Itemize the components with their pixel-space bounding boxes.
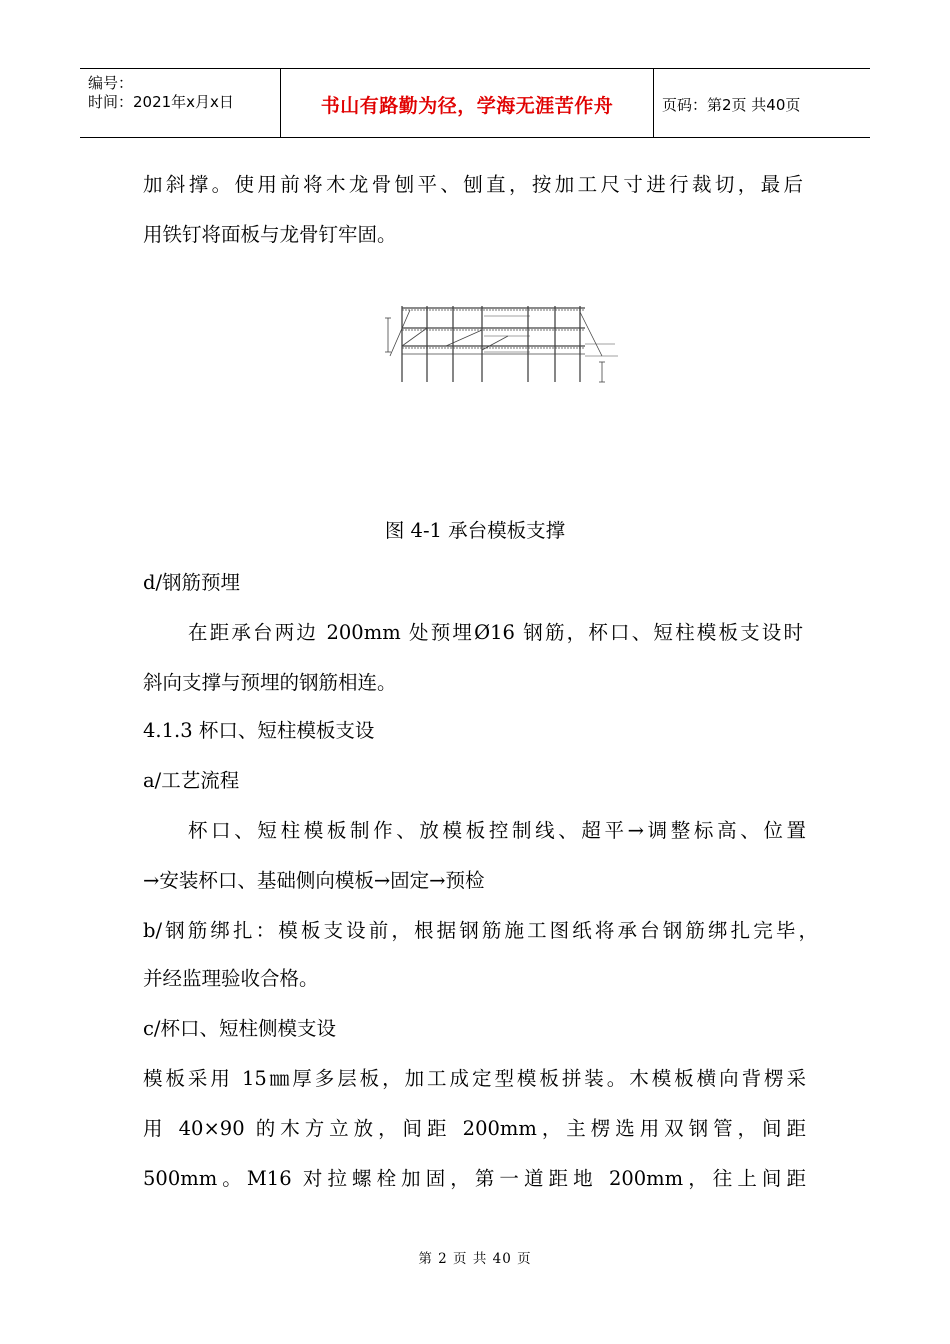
paragraph-line: 斜向支撑与预埋的钢筋相连。 bbox=[143, 671, 397, 694]
doc-number-label: 编号： bbox=[88, 74, 134, 92]
paragraph-line: 并经监理验收合格。 bbox=[143, 967, 319, 990]
paragraph-line: 用铁钉将面板与龙骨钉牢固。 bbox=[143, 223, 397, 246]
doc-time-label: 时间：2021年x月x日 bbox=[88, 93, 234, 111]
header-info-cell bbox=[80, 69, 281, 137]
header-motto-cell bbox=[281, 69, 654, 137]
paragraph-line: 在距承台两边 200mm 处预埋Ø16 钢筋，杯口、短柱模板支设时 bbox=[188, 621, 803, 644]
paragraph-line: 用 40×90 的木方立放，间距 200mm，主楞选用双钢管，间距 bbox=[143, 1117, 806, 1140]
paragraph-line: 杯口、短柱模板制作、放模板控制线、超平→调整标高、位置 bbox=[188, 819, 806, 842]
header-page-label: 页码：第2页 共40页 bbox=[662, 96, 801, 114]
paragraph-line: b/钢筋绑扎：模板支设前，根据钢筋施工图纸将承台钢筋绑扎完毕， bbox=[143, 919, 818, 942]
page-footer: 第 2 页 共 40 页 bbox=[418, 1251, 532, 1267]
paragraph-line: 500mm。M16 对拉螺栓加固，第一道距地 200mm，往上间距 bbox=[143, 1167, 806, 1190]
paragraph-line: 模板采用 15㎜厚多层板，加工成定型模板拼装。木模板横向背楞采 bbox=[143, 1067, 806, 1090]
paragraph-line: →安装杯口、基础侧向模板→固定→预检 bbox=[143, 869, 485, 892]
figure-caption: 图 4-1 承台模板支撑 bbox=[384, 519, 566, 542]
paragraph-line: 加斜撑。使用前将木龙骨刨平、刨直，按加工尺寸进行裁切，最后 bbox=[143, 173, 803, 196]
section-heading: a/工艺流程 bbox=[143, 769, 240, 792]
section-heading: d/钢筋预埋 bbox=[143, 571, 241, 594]
formwork-support-figure bbox=[380, 300, 625, 390]
page-header bbox=[80, 68, 870, 138]
header-motto: 书山有路勤为径，学海无涯苦作舟 bbox=[320, 95, 614, 117]
header-page-cell bbox=[654, 69, 870, 137]
section-heading: c/杯口、短柱侧模支设 bbox=[143, 1017, 336, 1040]
section-heading: 4.1.3 杯口、短柱模板支设 bbox=[143, 719, 375, 742]
